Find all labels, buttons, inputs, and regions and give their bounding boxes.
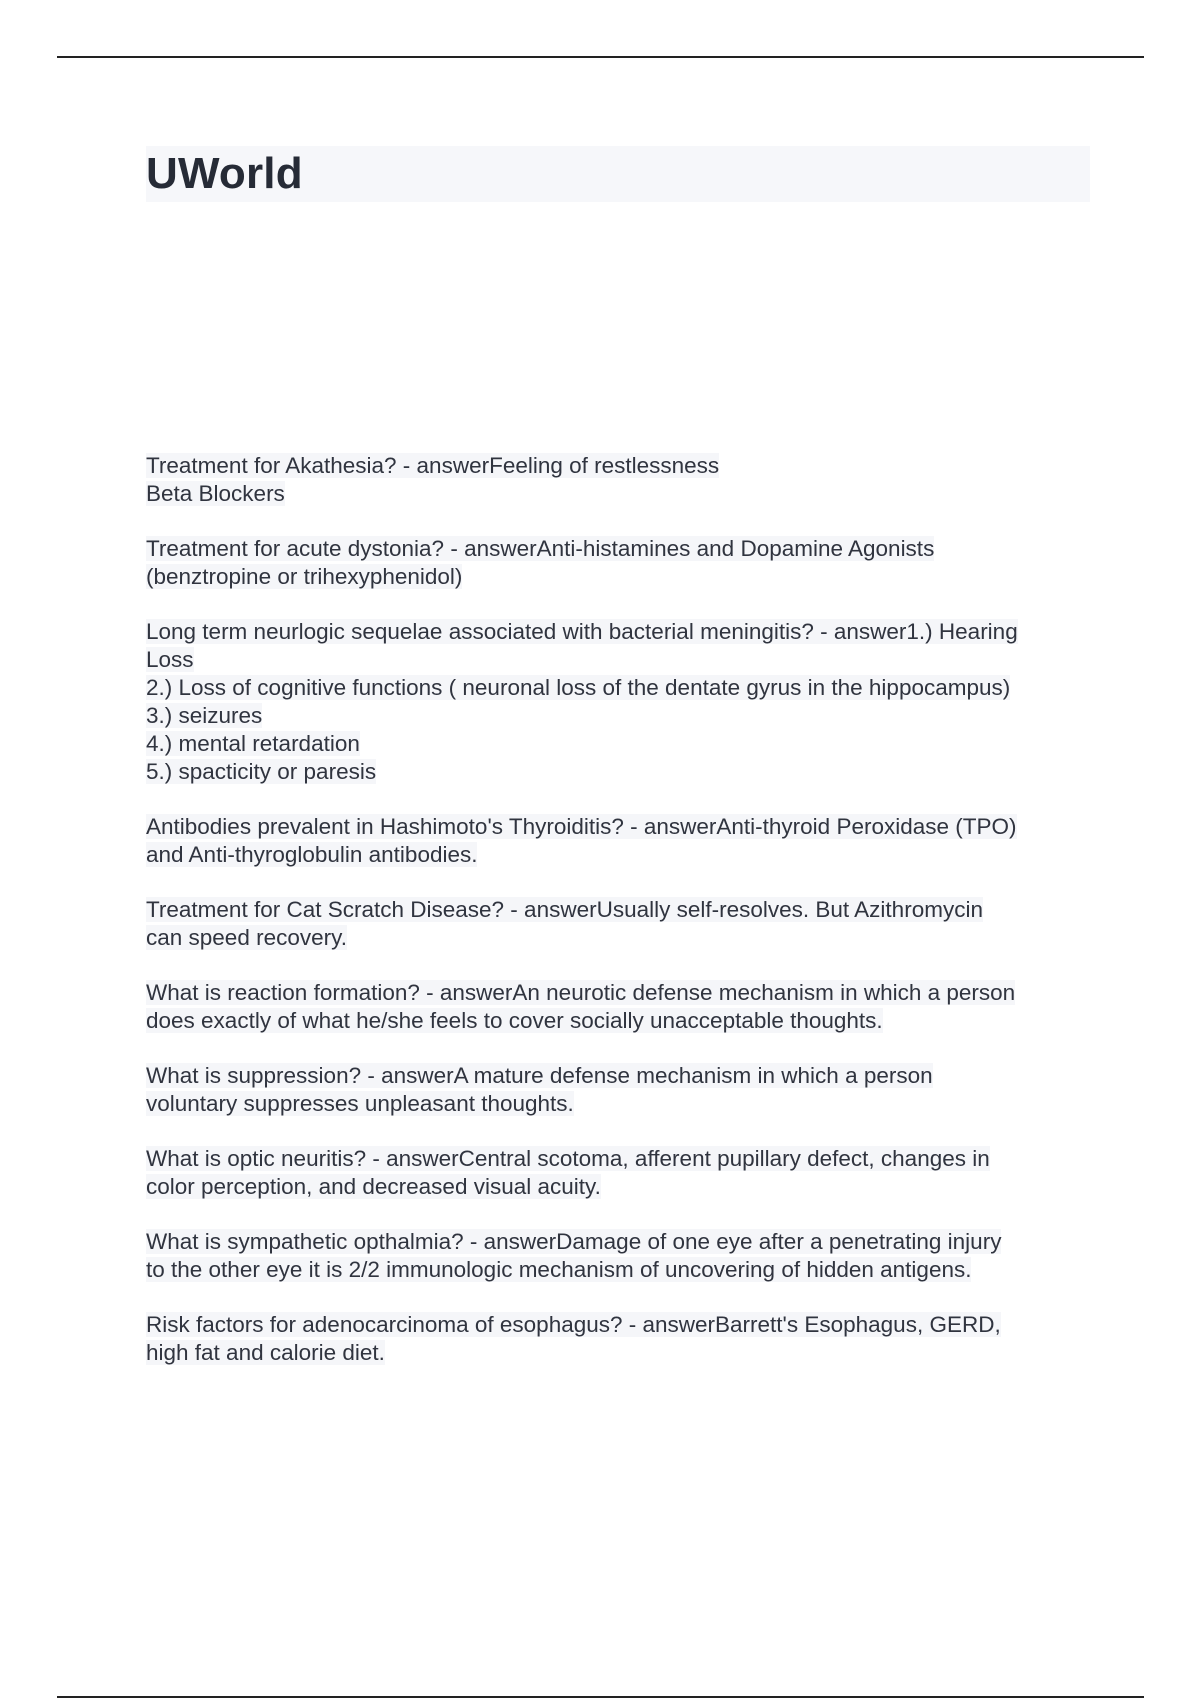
qa-line-text: does exactly of what he/she feels to cover socially unacceptable thoughts.	[146, 1008, 883, 1033]
qa-line-text: and Anti-thyroglobulin antibodies.	[146, 842, 478, 867]
qa-line-text: high fat and calorie diet.	[146, 1340, 385, 1365]
qa-line	[146, 1145, 1090, 1173]
qa-line	[146, 702, 1090, 730]
qa-line	[146, 979, 1090, 1007]
qa-item	[146, 1311, 1090, 1367]
qa-line	[146, 1062, 1090, 1090]
qa-line-text: What is reaction formation? - answerAn neurotic defense mechanism in which a person	[146, 980, 1016, 1005]
qa-item	[146, 1062, 1090, 1118]
qa-line	[146, 618, 1090, 646]
qa-item	[146, 1228, 1090, 1284]
qa-line	[146, 1339, 1090, 1367]
qa-line	[146, 1173, 1090, 1201]
qa-line-text: 2.) Loss of cognitive functions ( neuronal loss of the dentate gyrus in the hippocampus)	[146, 675, 1011, 700]
qa-line-text: color perception, and decreased visual acuity.	[146, 1174, 601, 1199]
qa-line-text: Antibodies prevalent in Hashimoto's Thyroiditis? - answerAnti-thyroid Peroxidase (TPO)	[146, 814, 1017, 839]
qa-line	[146, 1007, 1090, 1035]
qa-line-text: 5.) spacticity or paresis	[146, 759, 377, 784]
qa-item	[146, 618, 1090, 786]
qa-item	[146, 896, 1090, 952]
qa-line-text: Treatment for acute dystonia? - answerAnti-histamines and Dopamine Agonists	[146, 536, 935, 561]
qa-line	[146, 674, 1090, 702]
qa-line-text: 3.) seizures	[146, 703, 263, 728]
qa-line	[146, 896, 1090, 924]
qa-line	[146, 646, 1090, 674]
qa-list	[146, 452, 1090, 1394]
qa-line	[146, 480, 1090, 508]
qa-line	[146, 924, 1090, 952]
qa-line-text: What is sympathetic opthalmia? - answerDamage of one eye after a penetrating injury	[146, 1229, 1002, 1254]
qa-line	[146, 758, 1090, 786]
qa-item	[146, 452, 1090, 508]
qa-line	[146, 452, 1090, 480]
qa-line	[146, 1256, 1090, 1284]
qa-line	[146, 1090, 1090, 1118]
qa-line	[146, 563, 1090, 591]
qa-item	[146, 1145, 1090, 1201]
qa-line	[146, 841, 1090, 869]
qa-line-text: voluntary suppresses unpleasant thoughts.	[146, 1091, 574, 1116]
qa-line	[146, 730, 1090, 758]
qa-line	[146, 1311, 1090, 1339]
qa-line-text: can speed recovery.	[146, 925, 347, 950]
qa-item	[146, 813, 1090, 869]
qa-line-text: to the other eye it is 2/2 immunologic mechanism of uncovering of hidden antigens.	[146, 1257, 972, 1282]
qa-item	[146, 979, 1090, 1035]
qa-item	[146, 535, 1090, 591]
qa-line-text: Loss	[146, 647, 194, 672]
qa-line	[146, 535, 1090, 563]
document-title: UWorld	[146, 149, 303, 198]
bottom-divider	[57, 1696, 1144, 1698]
qa-line-text: What is suppression? - answerA mature defense mechanism in which a person	[146, 1063, 933, 1088]
top-divider	[57, 56, 1144, 58]
qa-line	[146, 813, 1090, 841]
qa-line-text: Beta Blockers	[146, 481, 285, 506]
qa-line-text: Treatment for Akathesia? - answerFeeling of restlessness	[146, 453, 720, 478]
qa-line-text: What is optic neuritis? - answerCentral scotoma, afferent pupillary defect, changes in	[146, 1146, 990, 1171]
qa-line-text: 4.) mental retardation	[146, 731, 360, 756]
qa-line	[146, 1228, 1090, 1256]
qa-line-text: Long term neurlogic sequelae associated with bacterial meningitis? - answer1.) Hearing	[146, 619, 1018, 644]
qa-line-text: Risk factors for adenocarcinoma of esophagus? - answerBarrett's Esophagus, GERD,	[146, 1312, 1001, 1337]
qa-line-text: (benztropine or trihexyphenidol)	[146, 564, 463, 589]
qa-line-text: Treatment for Cat Scratch Disease? - answerUsually self-resolves. But Azithromycin	[146, 897, 983, 922]
